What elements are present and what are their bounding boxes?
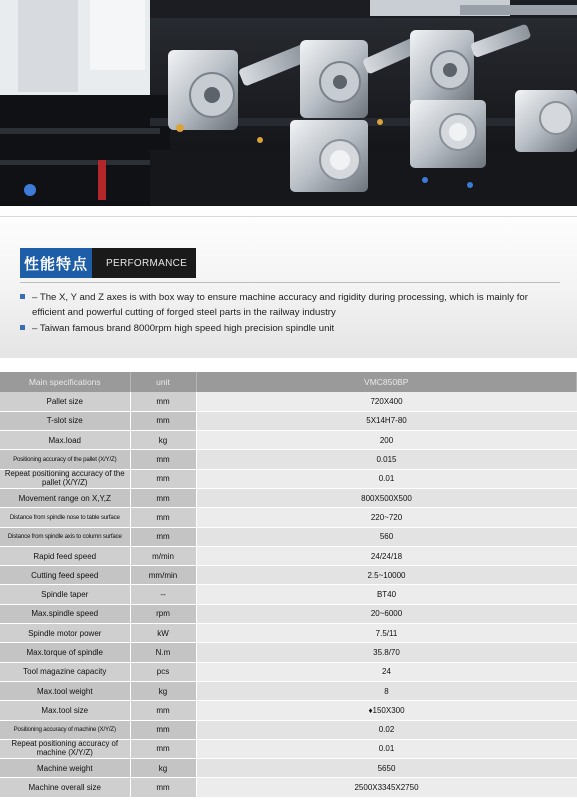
square-bullet-icon	[20, 325, 25, 330]
spec-name: Rapid feed speed	[0, 546, 130, 565]
performance-section	[0, 206, 577, 358]
table-row	[0, 643, 577, 662]
spec-unit: kW	[130, 624, 196, 643]
spec-value: 5X14H7-80	[196, 411, 577, 430]
table-row	[0, 701, 577, 720]
spec-value: 5650	[196, 759, 577, 778]
spec-name: Max.spindle speed	[0, 604, 130, 623]
spec-name: Repeat positioning accuracy of the pallet (X/Y/Z)	[0, 469, 130, 488]
spec-name: Tool magazine capacity	[0, 662, 130, 681]
spec-unit: mm	[130, 411, 196, 430]
spec-value: 7.5/11	[196, 624, 577, 643]
spec-name: Cutting feed speed	[0, 566, 130, 585]
spec-value: ♦150X300	[196, 701, 577, 720]
spec-name: Max.load	[0, 431, 130, 450]
performance-bullet	[20, 290, 560, 320]
table-row	[0, 450, 577, 469]
spec-name: Repeat positioning accuracy of machine (X/Y/Z)	[0, 739, 130, 758]
spec-name: Spindle taper	[0, 585, 130, 604]
table-row	[0, 624, 577, 643]
spec-value: 0.01	[196, 739, 577, 758]
spec-unit: mm	[130, 469, 196, 488]
spec-value: 2500X3345X2750	[196, 778, 577, 797]
table-row	[0, 566, 577, 585]
spec-unit: rpm	[130, 604, 196, 623]
spec-value: 0.02	[196, 720, 577, 739]
spec-value: 720X400	[196, 392, 577, 411]
table-row	[0, 662, 577, 681]
performance-heading	[20, 248, 196, 278]
spec-value: 220~720	[196, 508, 577, 527]
spec-unit: m/min	[130, 546, 196, 565]
spec-unit: kg	[130, 431, 196, 450]
spec-unit: mm	[130, 527, 196, 546]
spec-unit: mm	[130, 508, 196, 527]
table-row	[0, 527, 577, 546]
performance-title-en: PERFORMANCE	[92, 248, 196, 278]
performance-bullet-text: – Taiwan famous brand 8000rpm high speed high precision spindle unit	[32, 323, 335, 334]
spec-unit: --	[130, 585, 196, 604]
header-unit: unit	[130, 372, 196, 392]
spec-name: Positioning accuracy of the pallet (X/Y/Z)	[0, 450, 130, 469]
table-row	[0, 488, 577, 507]
spec-value: 800X500X500	[196, 488, 577, 507]
spec-value: 8	[196, 681, 577, 700]
spec-name: Machine overall size	[0, 778, 130, 797]
spec-unit: N.m	[130, 643, 196, 662]
table-row	[0, 508, 577, 527]
table-row	[0, 411, 577, 430]
heading-underline	[20, 282, 560, 283]
spec-name: Distance from spindle nose to table surface	[0, 508, 130, 527]
performance-list	[20, 290, 560, 337]
spec-unit: mm	[130, 720, 196, 739]
spec-unit: mm/min	[130, 566, 196, 585]
spec-value: BT40	[196, 585, 577, 604]
spec-value: 35.8/70	[196, 643, 577, 662]
spec-value: 24/24/18	[196, 546, 577, 565]
spec-value: 0.01	[196, 469, 577, 488]
square-bullet-icon	[20, 294, 25, 299]
spec-unit: mm	[130, 450, 196, 469]
spec-unit: mm	[130, 778, 196, 797]
table-row	[0, 720, 577, 739]
spec-name: Movement range on X,Y,Z	[0, 488, 130, 507]
performance-bullet-text: – The X, Y and Z axes is with box way to ensure machine accuracy and rigidity during processing, which is mainly for efficient and powerful cutting of forged steel parts in the railway industry	[32, 292, 528, 318]
table-row	[0, 681, 577, 700]
spec-unit: pcs	[130, 662, 196, 681]
spec-name: Max.torque of spindle	[0, 643, 130, 662]
table-row	[0, 778, 577, 797]
spec-unit: kg	[130, 759, 196, 778]
specifications-table	[0, 372, 577, 798]
spec-name: Distance from spindle axis to column surface	[0, 527, 130, 546]
spec-unit: kg	[130, 681, 196, 700]
table-row	[0, 585, 577, 604]
table-row	[0, 604, 577, 623]
section-divider	[0, 216, 577, 217]
performance-bullet	[20, 321, 560, 336]
spec-name: Pallet size	[0, 392, 130, 411]
table-header-row	[0, 372, 577, 392]
table-row	[0, 431, 577, 450]
spec-name: Max.tool weight	[0, 681, 130, 700]
spec-value: 24	[196, 662, 577, 681]
header-main-specifications: Main specifications	[0, 372, 130, 392]
performance-title-cn: 性能特点	[20, 248, 92, 278]
spec-value: 2.5~10000	[196, 566, 577, 585]
machine-fixture-photo	[0, 0, 577, 206]
spec-unit: mm	[130, 488, 196, 507]
spec-name: Positioning accuracy of machine (X/Y/Z)	[0, 720, 130, 739]
spec-unit: mm	[130, 739, 196, 758]
spec-value: 560	[196, 527, 577, 546]
spec-name: Spindle motor power	[0, 624, 130, 643]
table-row	[0, 759, 577, 778]
spec-name: Max.tool size	[0, 701, 130, 720]
spec-name: T-slot size	[0, 411, 130, 430]
spec-value: 0.015	[196, 450, 577, 469]
table-row	[0, 546, 577, 565]
spec-unit: mm	[130, 701, 196, 720]
spec-value: 20~6000	[196, 604, 577, 623]
table-row	[0, 469, 577, 488]
table-row	[0, 739, 577, 758]
table-row	[0, 392, 577, 411]
spec-unit: mm	[130, 392, 196, 411]
spec-value: 200	[196, 431, 577, 450]
header-model: VMC850BP	[196, 372, 577, 392]
fixture-illustration	[0, 0, 577, 206]
spec-name: Machine weight	[0, 759, 130, 778]
